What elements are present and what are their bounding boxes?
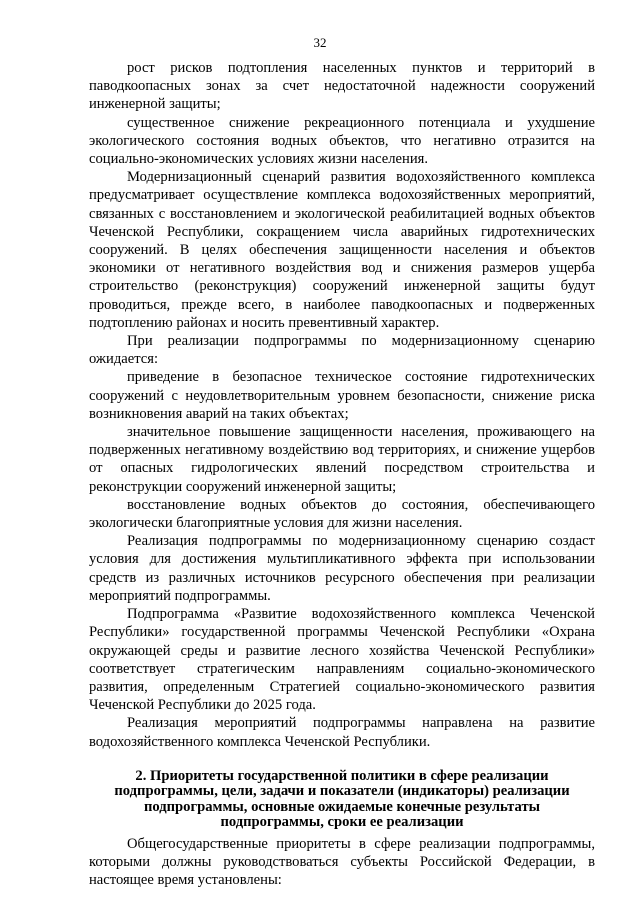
section-heading: 2. Приоритеты государственной политики в сфере реализации подпрограммы, цели, задачи и показатели (индикаторы) реализации подпрограммы, основные ожидаемые конечные результаты подпрограммы, сроки ее реализации — [114, 767, 570, 831]
paragraph-implementation-direction: Реализация мероприятий подпрограммы направлена на развитие водохозяйственного комплекса Чеченской Республики. — [89, 715, 595, 750]
paragraph-federal-priorities: Общегосударственные приоритеты в сфере реализации подпрограммы, которыми должны руководствоваться субъекты Российской Федерации, в настоящее время установлены: — [89, 835, 595, 889]
paragraph-risk-flooding: рост рисков подтопления населенных пунктов и территорий в паводкоопасных зонах за счет недостаточной надежности сооружений инженерной защиты; — [89, 60, 595, 113]
paragraph-water-restoration: восстановление водных объектов до состояния, обеспечивающего экологически благоприятные условия для жизни населения. — [89, 496, 595, 532]
body-text — [89, 59, 595, 889]
paragraph-expected-results-intro: При реализации подпрограммы по модернизационному сценарию ожидается: — [89, 333, 595, 368]
paragraph-recreation-decline: существенное снижение рекреационного потенциала и ухудшение экологического состояния водных объектов, что негативно отразится на социально-экономических условиях жизни населения. — [89, 114, 595, 168]
paragraph-multiplier-effect: Реализация подпрограммы по модернизационному сценарию создаст условия для достижения мультипликативного эффекта при использовании средств из различных источников ресурсного обеспечения при реализации мероприятий подпрограммы. — [89, 533, 595, 604]
paragraph-protection-increase: значительное повышение защищенности населения, проживающего на подверженных негативному воздействию вод территориях, и снижение ущербов от опасных гидрологических явлений посредством строительства и реконструкции сооружений инженерной защиты; — [89, 424, 595, 495]
paragraph-modernization-scenario: Модернизационный сценарий развития водохозяйственного комплекса предусматривает осуществление комплекса водохозяйственных мероприятий, связанных с восстановлением и экологической реабилитацией водных объектов Чеченской Республики, сокращением числа аварийных гидротехнических сооружений. В целях обеспечения защищенности населения и объектов экономики от негативного воздействия вод и снижения размеров ущерба строительство (реконструкция) сооружений инженерной защиты будут проводиться, прежде всего, в наиболее паводкоопасных и подверженных подтоплению районах и носить превентивный характер. — [89, 169, 595, 331]
page-number: 32 — [313, 35, 327, 50]
paragraph-safe-condition: приведение в безопасное техническое состояние гидротехнических сооружений с неудовлетворительным уровнем безопасности, снижение риска возникновения аварий на таких объектах; — [89, 369, 595, 422]
paragraph-subprogram-strategy: Подпрограмма «Развитие водохозяйственного комплекса Чеченской Республики» государственной программы Чеченской Республики «Охрана окружающей среды и развитие лесного хозяйства Чеченской Республики» соответствует стратегическим направлениям социально-экономического развития, определенным Стратегией социально-экономического развития Чеченской Республики до 2025 года. — [89, 606, 595, 714]
